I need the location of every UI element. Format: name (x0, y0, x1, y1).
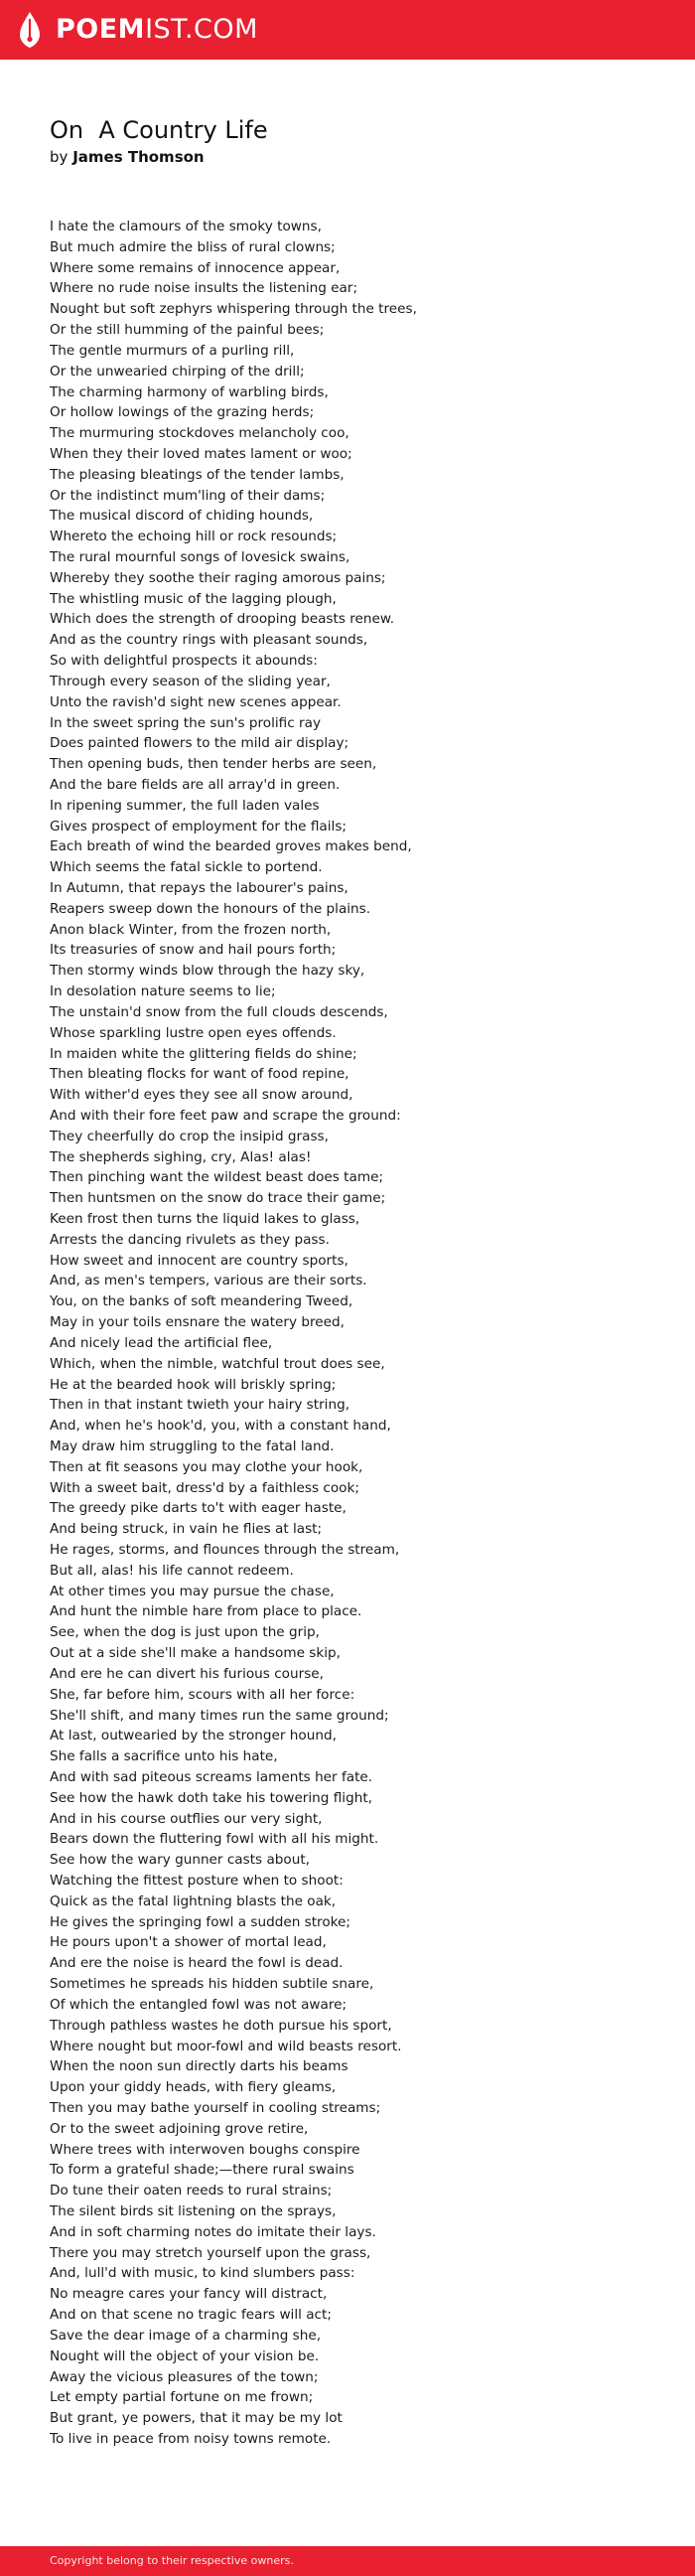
poem-line: Save the dear image of a charming she, (50, 2327, 322, 2344)
poem-line: In the sweet spring the sun's prolific ray (50, 714, 321, 731)
poem-author-link[interactable]: James Thomson (72, 148, 205, 166)
poem-line: Sometimes he spreads his hidden subtile snare, (50, 1976, 374, 1993)
poem-line: Its treasuries of snow and hail pours forth; (50, 942, 337, 959)
poem-line: Or the unwearied chirping of the drill; (50, 363, 305, 379)
poem-line: He pours upon't a shower of mortal lead, (50, 1934, 327, 1951)
poem-line: Nought will the object of your vision be. (50, 2348, 320, 2364)
poem-line: Then pinching want the wildest beast does tame; (50, 1169, 384, 1186)
poem-line: In maiden white the glittering fields do shine; (50, 1045, 357, 1062)
poem-line: At last, outwearied by the stronger hound, (50, 1728, 337, 1744)
poem-line: Quick as the fatal lightning blasts the oak, (50, 1893, 337, 1909)
logo-text-light: IST.COM (145, 14, 258, 45)
poem-line: And being struck, in vain he flies at last; (50, 1521, 323, 1538)
poem-line: Then in that instant twieth your hairy string, (50, 1397, 350, 1414)
site-logo-text (56, 11, 258, 49)
poem-line: Whereto the echoing hill or rock resounds; (50, 529, 338, 545)
poem-line: I hate the clamours of the smoky towns, (50, 219, 322, 234)
poem-line: There you may stretch yourself upon the grass, (50, 2244, 371, 2261)
poem-line: Keen frost then turns the liquid lakes to glass, (50, 1211, 360, 1227)
poem-line: At other times you may pursue the chase, (50, 1583, 335, 1599)
poem-line: Where trees with interwoven boughs conspire (50, 2141, 360, 2158)
poem-line: But all, alas! his life cannot redeem. (50, 1562, 294, 1579)
poem-line: And ere he can divert his furious course, (50, 1665, 324, 1682)
poem-line: May in your toils ensnare the watery breed, (50, 1314, 345, 1331)
poem-line: When the noon sun directly darts his beams (50, 2058, 348, 2075)
poem-line: You, on the banks of soft meandering Tweed, (50, 1293, 353, 1310)
poem-line: Away the vicious pleasures of the town; (50, 2368, 319, 2385)
poem-line: But grant, ye powers, that it may be my lot (50, 2410, 343, 2427)
poem-line: To live in peace from noisy towns remote. (50, 2430, 332, 2447)
poem-line: See, when the dog is just upon the grip, (50, 1624, 320, 1641)
poem-line: The gentle murmurs of a purling rill, (50, 342, 295, 359)
poem-line: The murmuring stockdoves melancholy coo, (50, 425, 349, 442)
poem-line: Nought but soft zephyrs whispering through the trees, (50, 301, 417, 318)
poem-line: He at the bearded hook will briskly spring; (50, 1376, 337, 1393)
poem-line: He gives the springing fowl a sudden stroke; (50, 1913, 350, 1930)
poem-line: So with delightful prospects it abounds: (50, 653, 318, 670)
poem-line: He rages, storms, and flounces through the stream, (50, 1542, 400, 1558)
site-header (0, 0, 695, 60)
poem-line: Whereby they soothe their raging amorous pains; (50, 569, 386, 586)
poem-line: Each breath of wind the bearded groves makes bend, (50, 838, 412, 855)
poem-line: Unto the ravish'd sight new scenes appear. (50, 693, 342, 710)
poem-line: How sweet and innocent are country sports, (50, 1252, 348, 1269)
poem-line: She falls a sacrifice unto his hate, (50, 1748, 278, 1765)
poem-line: The whistling music of the lagging plough, (50, 590, 337, 607)
poem-line: Which, when the nimble, watchful trout does see, (50, 1355, 385, 1372)
poem-title: On A Country Life (50, 116, 268, 144)
poem-line: With wither'd eyes they see all snow around, (50, 1087, 353, 1104)
poem-line: Through pathless wastes he doth pursue his sport, (50, 2017, 392, 2034)
poem-line: And as the country rings with pleasant sounds, (50, 632, 368, 649)
poem-line: Does painted flowers to the mild air display; (50, 735, 349, 752)
poem-line: No meagre cares your fancy will distract, (50, 2286, 328, 2303)
poem-line: With a sweet bait, dress'd by a faithless cook; (50, 1479, 359, 1496)
poem-line: The silent birds sit listening on the sprays, (50, 2203, 337, 2219)
poem-line: Or to the sweet adjoining grove retire, (50, 2120, 309, 2137)
poem-line: And ere the noise is heard the fowl is dead. (50, 1955, 344, 1972)
poem-line: And in soft charming notes do imitate their lays. (50, 2223, 376, 2240)
poem-byline (50, 147, 205, 167)
poem-line: And with their fore feet paw and scrape the ground: (50, 1107, 401, 1124)
poem-line: Or the indistinct mum'ling of their dams; (50, 487, 326, 504)
poem-line: The charming harmony of warbling birds, (50, 383, 329, 400)
poem-line: May draw him struggling to the fatal land. (50, 1438, 335, 1454)
poem-line: The pleasing bleatings of the tender lambs, (50, 466, 345, 483)
poem-line: She'll shift, and many times run the same ground; (50, 1707, 389, 1724)
poem-line: Of which the entangled fowl was not aware; (50, 1996, 348, 2013)
poem-line: Upon your giddy heads, with fiery gleams, (50, 2079, 337, 2096)
poem-line: The greedy pike darts to't with eager haste, (50, 1500, 347, 1517)
poem-line: Where some remains of innocence appear, (50, 259, 341, 276)
poem-line: And hunt the nimble hare from place to place. (50, 1603, 362, 1620)
poem-line: Then at fit seasons you may clothe your hook, (50, 1458, 363, 1475)
poem-line: Out at a side she'll make a handsome skip, (50, 1645, 341, 1662)
poem-line: Let empty partial fortune on me frown; (50, 2389, 314, 2406)
poem-line: Then huntsmen on the snow do trace their game; (50, 1190, 386, 1207)
poem-line: Whose sparkling lustre open eyes offends. (50, 1024, 337, 1041)
poem-line: And with sad piteous screams laments her fate. (50, 1768, 373, 1785)
poem-line: The musical discord of chiding hounds, (50, 508, 314, 525)
poem-line: Which does the strength of drooping beasts renew. (50, 611, 395, 628)
poem-line: Then you may bathe yourself in cooling streams; (50, 2099, 381, 2116)
poem-line: And, lull'd with music, to kind slumbers pass: (50, 2265, 355, 2282)
site-logo-link[interactable] (16, 11, 258, 49)
poem-line: Then bleating flocks for want of food repine, (50, 1066, 349, 1083)
poem-line: And, as men's tempers, various are their sorts. (50, 1273, 367, 1289)
poem-line: Where nought but moor-fowl and wild beasts resort. (50, 2038, 402, 2054)
poem-line: When they their loved mates lament or woo; (50, 445, 352, 462)
poem-line: And on that scene no tragic fears will act; (50, 2307, 332, 2324)
poem-line: Which seems the fatal sickle to portend. (50, 859, 323, 876)
poem-line: In desolation nature seems to lie; (50, 984, 276, 1000)
poem-line: And nicely lead the artificial flee, (50, 1334, 273, 1351)
poem-line: In ripening summer, the full laden vales (50, 797, 320, 814)
poem-line: Where no rude noise insults the listening ear; (50, 280, 358, 297)
poem-line: They cheerfully do crop the insipid grass, (50, 1128, 329, 1144)
pen-nib-icon (16, 11, 44, 49)
poem-line: But much admire the bliss of rural clowns; (50, 238, 336, 255)
poem-line: Anon black Winter, from the frozen north, (50, 921, 332, 938)
poem-line: Arrests the dancing rivulets as they pass. (50, 1231, 330, 1248)
footer-copyright: Copyright belong to their respective owners. (50, 2554, 294, 2567)
poem-line: Reapers sweep down the honours of the plains. (50, 900, 371, 917)
poem-body (50, 217, 665, 2450)
poem-line: Bears down the fluttering fowl with all his might. (50, 1831, 379, 1848)
poem-line: She, far before him, scours with all her force: (50, 1686, 355, 1703)
poem-line: The rural mournful songs of lovesick swains, (50, 549, 350, 565)
site-footer (0, 2546, 695, 2576)
poem-line: Watching the fittest posture when to shoot: (50, 1873, 344, 1889)
poem-line: The unstain'd snow from the full clouds descends, (50, 1003, 388, 1020)
poem-line: To form a grateful shade;—there rural swains (50, 2162, 354, 2179)
poem-line: Through every season of the sliding year, (50, 673, 331, 689)
poem-line: Do tune their oaten reeds to rural strains; (50, 2183, 333, 2199)
poem-line: Gives prospect of employment for the flails; (50, 818, 347, 834)
logo-text-bold: POEM (56, 14, 146, 45)
byline-by-label: by (50, 148, 69, 166)
poem-line: Then stormy winds blow through the hazy sky, (50, 963, 365, 980)
poem-line: Or hollow lowings of the grazing herds; (50, 404, 315, 421)
poem-line: And, when he's hook'd, you, with a constant hand, (50, 1418, 391, 1435)
poem-line: See how the hawk doth take his towering flight, (50, 1789, 372, 1806)
poem-line: And in his course outflies our very sight, (50, 1810, 323, 1827)
poem-line: In Autumn, that repays the labourer's pains, (50, 880, 348, 896)
poem-line: The shepherds sighing, cry, Alas! alas! (50, 1148, 312, 1165)
poem-line: See how the wary gunner casts about, (50, 1852, 310, 1869)
poem-line: And the bare fields are all array'd in green. (50, 776, 341, 793)
poem-line: Or the still humming of the painful bees; (50, 322, 325, 339)
poem-line: Then opening buds, then tender herbs are seen, (50, 756, 377, 773)
